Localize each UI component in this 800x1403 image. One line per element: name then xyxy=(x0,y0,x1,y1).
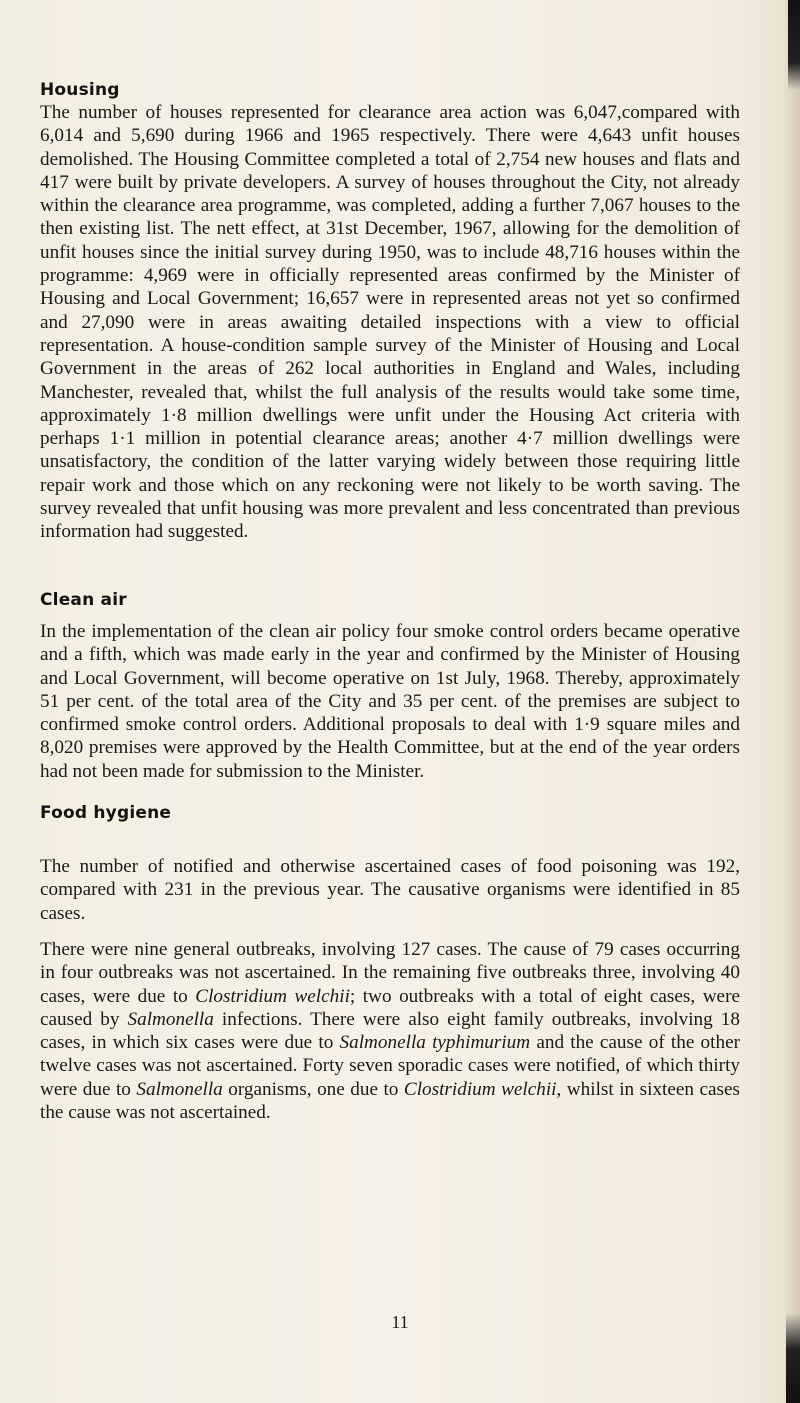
organism-name: Salmonella typhimurium xyxy=(339,1032,531,1054)
paragraph-food-hygiene-2 xyxy=(40,938,740,1124)
paragraph-food-hygiene-1 xyxy=(40,855,740,925)
paragraph-housing xyxy=(40,101,740,544)
heading-housing: Housing xyxy=(40,80,120,100)
organism-name: Clostridium welchii xyxy=(195,985,350,1007)
text-run: and the cause of the other twelve cases was not ascertained. Forty seven sporadic cases were notified, of which thirty were due to xyxy=(40,1032,740,1100)
page-number: 11 xyxy=(391,1312,409,1332)
paragraph-clean-air-text: In the implementation of the clean air policy four smoke control orders became operative and a fifth, which was made early in the year and confirmed by the Minister of Housing and Local Government, will become operative on 1st July, 1968. Thereby, approximately 51 per cent. of the total area of the City and 35 per cent. of the premises are subject to confirmed smoke control orders. Additional proposals to deal with 1·9 square miles and 8,020 premises were approved by the Health Committee, but at the end of the year orders had not been made for submission to the Minister. xyxy=(40,621,740,782)
text-run: , whilst in sixteen cases the cause was not ascertained. xyxy=(40,1078,740,1124)
text-run: ; two outbreaks with a total of eight cases, were caused by xyxy=(40,985,740,1030)
organism-name: Salmonella xyxy=(136,1078,223,1100)
heading-food-hygiene: Food hygiene xyxy=(40,803,172,823)
organism-name: Salmonella xyxy=(127,1008,214,1030)
organism-name: Clostridium welchii xyxy=(403,1078,557,1100)
text-run: organisms, one due to xyxy=(222,1078,404,1100)
text-run: There were nine general outbreaks, involving 127 cases. The cause of 79 cases occurring in four outbreaks was not ascertained. In the remaining five outbreaks three, involving 40 cases, were due to xyxy=(40,939,740,1007)
text-run: infections. There were also eight family outbreaks, involving 18 cases, in which six cases were due to xyxy=(40,1008,740,1054)
page-edge-shadow xyxy=(782,0,800,1403)
paragraph-clean-air xyxy=(40,620,740,783)
binding-mark-top xyxy=(788,0,800,90)
heading-clean-air: Clean air xyxy=(40,590,127,610)
paragraph-housing-text: The number of houses represented for clearance area action was 6,047,compared with 6,014 and 5,690 during 1966 and 1965 respectively. There were 4,643 unfit houses demolished. The Housing Committee completed a total of 2,754 new houses and flats and 417 were built by private developers. A survey of houses throughout the City, not already within the clearance area programme, was completed, adding a further 7,067 houses to the then existing list. The nett effect, at 31st December, 1967, allowing for the demolition of unfit houses since the initial survey during 1950, was to include 48,716 houses within the programme: 4,969 were in officially represented areas confirmed by the Minister of Housing and Local Government; 16,657 were in represented areas not yet so confirmed and 27,090 were in areas awaiting detailed inspections with a view to official representation. A house-condition sample survey of the Minister of Housing and Local Government in the areas of 262 local authorities in England and Wales, including Manchester, revealed that, whilst the full analysis of the results would take some time, approximately 1·8 million dwellings were unfit under the Housing Act criteria with perhaps 1·1 million in potential clearance areas; another 4·7 million dwellings were unsatisfactory, the condition of the latter varying widely between those requiring little repair work and those which on any reckoning were not likely to be worth saving. The survey revealed that unfit housing was more prevalent and less concentrated than previous information had suggested. xyxy=(40,102,740,543)
paragraph-food-hygiene-1-text: The number of notified and otherwise ascertained cases of food poisoning was 192, compared with 231 in the previous year. The causative organisms were identified in 85 cases. xyxy=(40,856,740,924)
